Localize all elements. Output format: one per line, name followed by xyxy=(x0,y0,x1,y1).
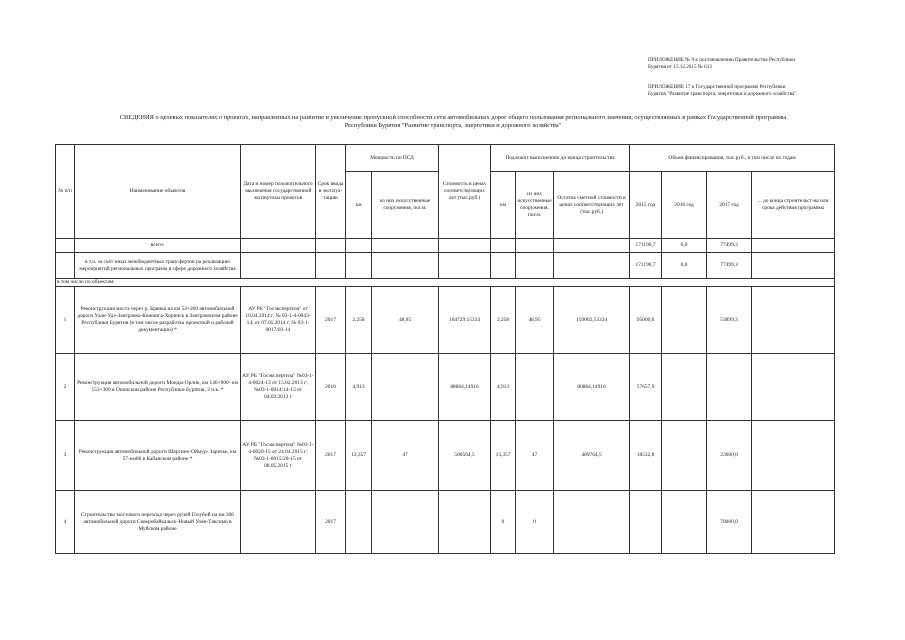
row-km xyxy=(346,491,372,554)
row-cost: 88864,14916 xyxy=(439,354,491,421)
row-km2: 2,258 xyxy=(491,287,516,354)
transfers-row xyxy=(56,253,835,279)
total-2016: 0,0 xyxy=(662,239,707,253)
row-2016 xyxy=(662,354,707,421)
row-name: Реконструкция автомобильной дороги Шергино-Оймур- Заречье, км 57-км68 в Кабанском районе * xyxy=(75,421,241,491)
objects-label: в том числе по объектам: xyxy=(56,279,835,287)
row-2016 xyxy=(662,421,707,491)
row-2017: 70000,0 xyxy=(707,491,752,554)
transfers-2015: 171190,7 xyxy=(630,253,662,279)
row-balance: 80864,14916 xyxy=(554,354,630,421)
row-expertise: АУ РБ "Госэкспертиза" от 10.04.2014 г. № 03-1-4-0043-14; от 07.05.2014 г. № 03-1-0017/03-14 xyxy=(241,287,316,354)
total-row xyxy=(56,239,835,253)
row-km: 13,357 xyxy=(346,421,372,491)
total-2015: 171190,7 xyxy=(630,239,662,253)
title-line-2: Республики Бурятия "Развитие транспорта, энергетики и дорожного хозяйства" xyxy=(344,122,562,129)
row-cost: 500564,5 xyxy=(439,421,491,491)
table-row xyxy=(56,354,835,421)
header-row-1 xyxy=(56,145,835,172)
col-expertise-header: Дата и номер положительного заключения государственной экспертизы проектов xyxy=(241,145,316,239)
row-artificial2 xyxy=(516,354,554,421)
total-2017: 77499,3 xyxy=(707,239,752,253)
col-cost-header: Стоимость в ценах соответствующих лет (тыс.руб.) xyxy=(439,145,491,239)
appendix-17-header xyxy=(648,84,796,97)
appendix-9-date: Бурятия от 15.12.2015 № 613 xyxy=(648,63,712,70)
total-label: всего: xyxy=(75,239,241,253)
row-2015: 57657,9 xyxy=(630,354,662,421)
col-after-header: ... до конца строительст-ва или срока действия программы xyxy=(752,172,835,239)
row-artificial2: 0 xyxy=(516,491,554,554)
row-term: 2017 xyxy=(316,421,346,491)
col-capacity-header: Мощность по ПСД xyxy=(346,145,439,172)
col-financing-header: Объем финансирования, тыс.руб., в том числе по годам xyxy=(630,145,835,172)
row-term: 2016 xyxy=(316,354,346,421)
row-km2: 13,357 xyxy=(491,421,516,491)
row-after xyxy=(752,421,835,491)
row-balance: 159002,53334 xyxy=(554,287,630,354)
row-name: Реконструкция моста через р. Брянка на км 54+200 автомобильной дороги Улан-Удэ-Заиграево-Кижинга-Хоринск в Заиграевском районе Республики Бурятия (в том числе разработка проектной и рабочей документации) * xyxy=(75,287,241,354)
col-term-header: Срок ввода в эксплуа-тацию xyxy=(316,145,346,239)
col-num-header: № п/п xyxy=(56,145,75,239)
row-term: 2017 xyxy=(316,491,346,554)
appendix-17-text: ПРИЛОЖЕНИЕ 17 к Государственной программе Республики xyxy=(648,84,786,90)
col-km2-header: км xyxy=(491,172,516,239)
transfers-2017: 77499,3 xyxy=(707,253,752,279)
col-name-header: Наименование объектов xyxy=(75,145,241,239)
document-title xyxy=(40,114,866,130)
appendix-9-text: ПРИЛОЖЕНИЕ № 9 к постановлению Правительства Республики xyxy=(648,57,796,63)
row-term: 2017 xyxy=(316,287,346,354)
col-artificial2-header: из них искусственные сооружения, пог.м. xyxy=(516,172,554,239)
row-after xyxy=(752,491,835,554)
row-km2: 4,913 xyxy=(491,354,516,421)
col-2016-header: 2016 год xyxy=(662,172,707,239)
row-km: 2,258 xyxy=(346,287,372,354)
row-artificial: 48,95 xyxy=(372,287,439,354)
col-remaining-header: Подлежит выполнению до конца строительства xyxy=(491,145,630,172)
table-row xyxy=(56,491,835,554)
row-after xyxy=(752,287,835,354)
col-artificial-header: из них искусственные сооружения, пог.м. xyxy=(372,172,439,239)
row-expertise xyxy=(241,491,316,554)
row-artificial xyxy=(372,354,439,421)
row-num: 2 xyxy=(56,354,75,421)
projects-table xyxy=(55,144,835,554)
row-name: Строительство мостового перехода через ручей Голубой на км 306 автомобильной дороги Северобайкальск-Новый Уоян-Таксимо в Муйском районе xyxy=(75,491,241,554)
row-artificial: 47 xyxy=(372,421,439,491)
row-artificial xyxy=(372,491,439,554)
row-km2: 0 xyxy=(491,491,516,554)
row-num: 3 xyxy=(56,421,75,491)
row-2017 xyxy=(707,354,752,421)
row-2016 xyxy=(662,287,707,354)
row-after xyxy=(752,354,835,421)
appendix-9-header xyxy=(648,57,795,70)
row-2017: 23600,0 xyxy=(707,421,752,491)
row-artificial2: 48,95 xyxy=(516,287,554,354)
row-balance xyxy=(554,491,630,554)
row-num: 1 xyxy=(56,287,75,354)
transfers-2016: 0,0 xyxy=(662,253,707,279)
table-row xyxy=(56,287,835,354)
row-km: 4,913 xyxy=(346,354,372,421)
row-2017: 53899,3 xyxy=(707,287,752,354)
row-expertise: АУ РБ "Госэкспертиза" №03-1-4-0024-13 от 15.02.2013 г; №03-1-0014/14-13 от 04.03.2013 г xyxy=(241,354,316,421)
col-balance-header: Остаток сметной стоимости в ценах соответствующих лет (тыс.руб.) xyxy=(554,172,630,239)
title-line-1: СВЕДЕНИЯ о целевых показателях о проектах, направленных на развитие и увеличение пропускной способности сети автомобильных дорог общего пользования регионального значения, осуществляемых в рамках Государственной программы xyxy=(119,114,787,121)
row-2016 xyxy=(662,491,707,554)
col-km-header: км xyxy=(346,172,372,239)
appendix-17-program: Бурятия "Развитие транспорта, энергетики и дорожного хозяйства" xyxy=(648,90,797,97)
row-2015: 95000,0 xyxy=(630,287,662,354)
col-2015-header: 2015 год xyxy=(630,172,662,239)
row-num: 4 xyxy=(56,491,75,554)
objects-row xyxy=(56,279,835,287)
row-cost xyxy=(439,491,491,554)
transfers-label: в т.ч. за счёт иных межбюджетных трансфертов на реализацию мероприятий региональных программ в сфере дорожного хозяйства xyxy=(75,253,241,279)
row-cost: 164729,15334 xyxy=(439,287,491,354)
row-name: Реконструкция автомобильной дороги Монды-Орлик, км 146+900- км 153+300 в Окинском районе Республики Бурятия, 2 п.к. * xyxy=(75,354,241,421)
row-expertise: АУ РБ "Госэкспертиза" №03-1-4-0020-15 от 24.04.2015 г; №03-1-0015/20-15 от 08.05.2015 г xyxy=(241,421,316,491)
row-balance: 489764,5 xyxy=(554,421,630,491)
row-artificial2: 47 xyxy=(516,421,554,491)
table-row xyxy=(56,421,835,491)
row-2015: 18532,8 xyxy=(630,421,662,491)
row-2015 xyxy=(630,491,662,554)
col-2017-header: 2017 год xyxy=(707,172,752,239)
